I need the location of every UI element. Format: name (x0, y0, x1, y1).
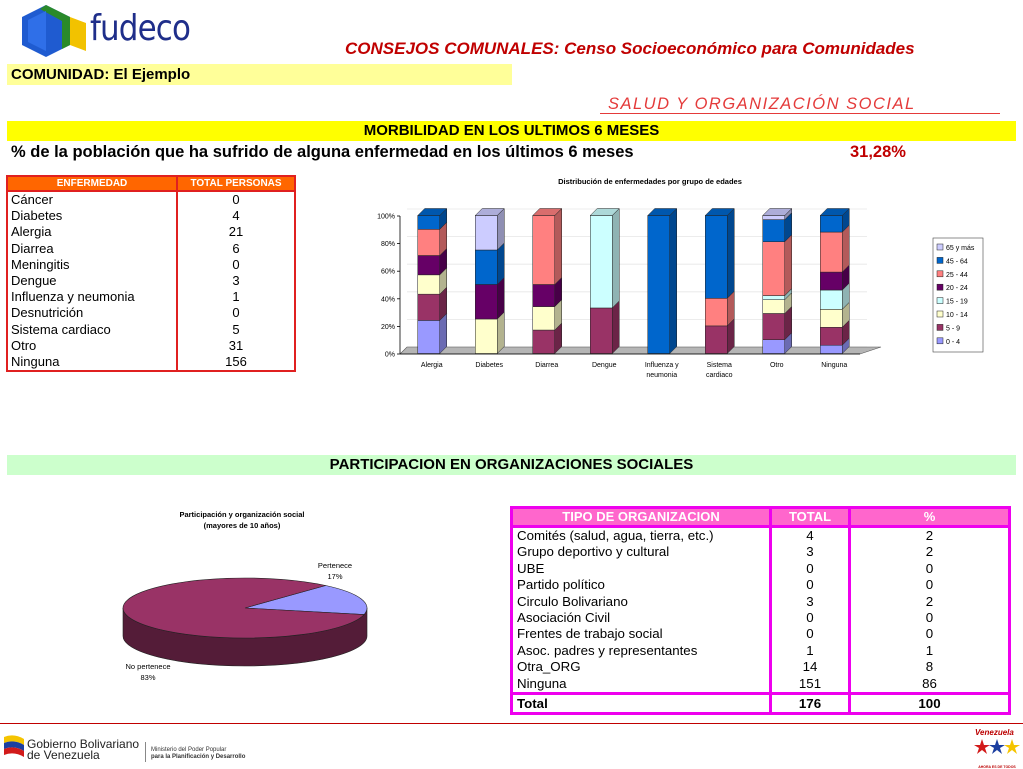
gov-line-1: Gobierno Bolivariano (27, 737, 140, 751)
table-row (512, 626, 1010, 642)
disease-name: Dengue (11, 273, 57, 289)
venezuela-stars-logo (974, 738, 1020, 769)
org-type-name: UBE (517, 560, 545, 576)
disease-count: 0 (177, 305, 295, 321)
x-category-label: Diabetes (475, 362, 504, 369)
org-type-name: Frentes de trabajo social (517, 626, 663, 642)
org-total-row (512, 694, 1010, 714)
org-type-name: Circulo Bolivariano (517, 593, 628, 609)
gov-logo-text (27, 739, 139, 761)
venezuela-logo-subtitle: AHORA ES DE TODOS (978, 765, 1016, 769)
ministry-text (151, 747, 245, 761)
bar-segment (705, 209, 734, 299)
pie-label: Pertenece (317, 561, 353, 570)
page-title: CONSEJOS COMUNALES: Censo Socioeconómico para Comunidades (345, 39, 915, 58)
org-type-col-header: TIPO DE ORGANIZACION (512, 508, 771, 527)
org-total: 0 (771, 577, 850, 593)
org-total: 4 (771, 527, 850, 545)
table-row (7, 289, 295, 305)
table-row (512, 594, 1010, 610)
morbidity-percentage-value: 31,28% (850, 143, 906, 161)
legend-label: 25 - 44 (946, 271, 968, 279)
footer-divider (0, 723, 1023, 724)
org-total-col-header: TOTAL (771, 508, 850, 527)
table-row (512, 527, 1010, 545)
table-row (7, 305, 295, 321)
table-row (7, 191, 295, 208)
fudeco-logo-text: fudeco (90, 8, 191, 49)
org-total-value: 176 (771, 694, 850, 714)
morbidity-title: MORBILIDAD EN LOS ULTIMOS 6 MESES (363, 122, 660, 139)
chart-legend (933, 238, 983, 352)
disease-count: 4 (177, 208, 295, 224)
legend-swatch (937, 338, 943, 344)
disease-name: Ninguna (11, 354, 60, 370)
disease-count: 6 (177, 241, 295, 257)
org-type-name: Ninguna (517, 675, 567, 691)
x-category-label: Diarrea (535, 362, 559, 369)
participation-pie-chart (100, 505, 400, 695)
org-table-header (512, 508, 1010, 527)
bar-segment (648, 209, 677, 354)
bar-segment (533, 209, 562, 285)
disease-count: 1 (177, 289, 295, 305)
x-category-label: Otro (769, 362, 784, 369)
org-type-name: Grupo deportivo y cultural (517, 544, 670, 560)
org-pct-col-header: % (850, 508, 1010, 527)
disease-name: Diarrea (11, 240, 54, 256)
ministry-line-1: Ministerio del Poder Popular (151, 747, 227, 753)
legend-label: 5 - 9 (946, 325, 961, 333)
table-row (7, 273, 295, 289)
org-total: 0 (771, 626, 850, 642)
org-table-body (512, 527, 1010, 694)
fudeco-logo-mark (16, 3, 88, 59)
disease-table-header (7, 176, 295, 191)
disease-name: Meningitis (11, 256, 70, 272)
org-type-name: Asociación Civil (517, 610, 611, 626)
legend-label: 45 - 64 (946, 258, 968, 266)
y-tick-label: 20% (380, 323, 395, 331)
disease-name: Cáncer (11, 192, 53, 207)
disease-age-bar-chart (360, 172, 985, 397)
x-category-label: Dengue (591, 362, 617, 369)
org-pct: 86 (850, 676, 1010, 694)
y-tick-label: 100% (377, 213, 395, 221)
org-pct: 0 (850, 610, 1010, 626)
org-type-name: Partido político (517, 577, 605, 593)
legend-swatch (937, 244, 943, 250)
disease-count: 21 (177, 224, 295, 240)
table-row (512, 577, 1010, 593)
legend-label: 20 - 24 (946, 285, 968, 293)
org-total-label: Total (512, 694, 771, 714)
org-total: 14 (771, 659, 850, 675)
disease-name: Diabetes (11, 208, 63, 224)
legend-label: 0 - 4 (946, 338, 961, 346)
community-label: COMUNIDAD: El Ejemplo (11, 66, 191, 83)
table-row (7, 354, 295, 371)
table-row (7, 208, 295, 224)
table-row (7, 322, 295, 338)
disease-count: 3 (177, 273, 295, 289)
pie-value-label: 83% (140, 673, 156, 682)
disease-name: Alergia (11, 224, 52, 240)
org-type-name: Otra_ORG (517, 659, 581, 675)
table-row (512, 659, 1010, 675)
legend-swatch (937, 298, 943, 304)
x-category-label: Ninguna (821, 362, 848, 369)
org-pct: 0 (850, 626, 1010, 642)
pie-chart-title-line2: (mayores de 10 años) (203, 521, 281, 530)
legend-swatch (937, 284, 943, 290)
table-row (7, 338, 295, 354)
org-total: 3 (771, 594, 850, 610)
org-total: 3 (771, 544, 850, 560)
bar-segment (590, 301, 619, 354)
org-type-name: Comités (salud, agua, tierra, etc.) (517, 528, 714, 543)
org-type-name: Asoc. padres y representantes (517, 642, 698, 658)
bar-chart-title: Distribución de enfermedades por grupo de edades (558, 177, 742, 186)
morbidity-percentage-label: % de la población que ha sufrido de alguna enfermedad en los últimos 6 meses (11, 143, 634, 161)
total-persons-col-header: TOTAL PERSONAS (177, 176, 295, 191)
legend-swatch (937, 271, 943, 277)
disease-name: Sistema cardiaco (11, 321, 111, 337)
legend-label: 15 - 19 (946, 298, 968, 306)
pie-value-label: 17% (327, 572, 343, 581)
disease-table-body (7, 191, 295, 371)
bar-segment (590, 209, 619, 308)
pie-label: No pertenece (125, 662, 171, 671)
x-category-label: Alergia (420, 362, 443, 369)
org-pct: 1 (850, 643, 1010, 659)
disease-count: 156 (177, 354, 295, 371)
venezuela-logo-text: Venezuela (975, 728, 1014, 737)
disease-table (6, 175, 296, 372)
disease-col-header: ENFERMEDAD (7, 176, 177, 191)
org-pct: 0 (850, 561, 1010, 577)
disease-name: Desnutrición (11, 305, 84, 321)
org-pct: 0 (850, 577, 1010, 593)
legend-label: 10 - 14 (946, 312, 968, 319)
table-row (512, 610, 1010, 626)
table-row (7, 257, 295, 273)
bar-segment (763, 235, 792, 296)
x-category-label: Sistema cardiaco (706, 362, 733, 379)
org-total: 151 (771, 676, 850, 694)
disease-count: 0 (177, 257, 295, 273)
legend-swatch (937, 257, 943, 263)
org-total: 0 (771, 561, 850, 577)
y-tick-label: 80% (380, 241, 395, 249)
disease-name: Influenza y neumonia (11, 289, 135, 305)
chart-floor (400, 347, 881, 354)
disease-count: 31 (177, 338, 295, 354)
legend-swatch (937, 311, 943, 317)
section-title-underline (600, 113, 1000, 114)
ministry-line-2: para la Planificación y Desarrollo (151, 754, 246, 760)
disease-count: 5 (177, 322, 295, 338)
org-total-pct: 100 (850, 694, 1010, 714)
org-total: 0 (771, 610, 850, 626)
footer-separator (145, 742, 146, 762)
org-pct: 2 (850, 527, 1010, 545)
y-tick-label: 0% (384, 351, 395, 359)
participation-title: PARTICIPACION EN ORGANIZACIONES SOCIALES (329, 456, 694, 473)
table-row (512, 643, 1010, 659)
table-row (7, 224, 295, 240)
disease-name: Otro (11, 337, 37, 353)
legend-label: 65 y más (946, 245, 975, 252)
org-pct: 2 (850, 594, 1010, 610)
venezuela-flag-icon (2, 733, 26, 764)
x-category-label: Influenza y neumonia (644, 362, 679, 379)
disease-count: 0 (177, 191, 295, 208)
legend-swatch (937, 324, 943, 330)
table-row (512, 544, 1010, 560)
org-pct: 8 (850, 659, 1010, 675)
table-row (7, 241, 295, 257)
gov-line-2: de Venezuela (27, 748, 100, 762)
section-title: SALUD Y ORGANIZACIÓN SOCIAL (608, 95, 916, 113)
y-tick-label: 40% (380, 296, 395, 304)
pie-chart-title-line1: Participación y organización social (179, 510, 305, 519)
org-pct: 2 (850, 544, 1010, 560)
organization-table (510, 506, 1011, 715)
org-total: 1 (771, 643, 850, 659)
table-row (512, 561, 1010, 577)
y-tick-label: 60% (380, 268, 395, 276)
table-row (512, 676, 1010, 694)
